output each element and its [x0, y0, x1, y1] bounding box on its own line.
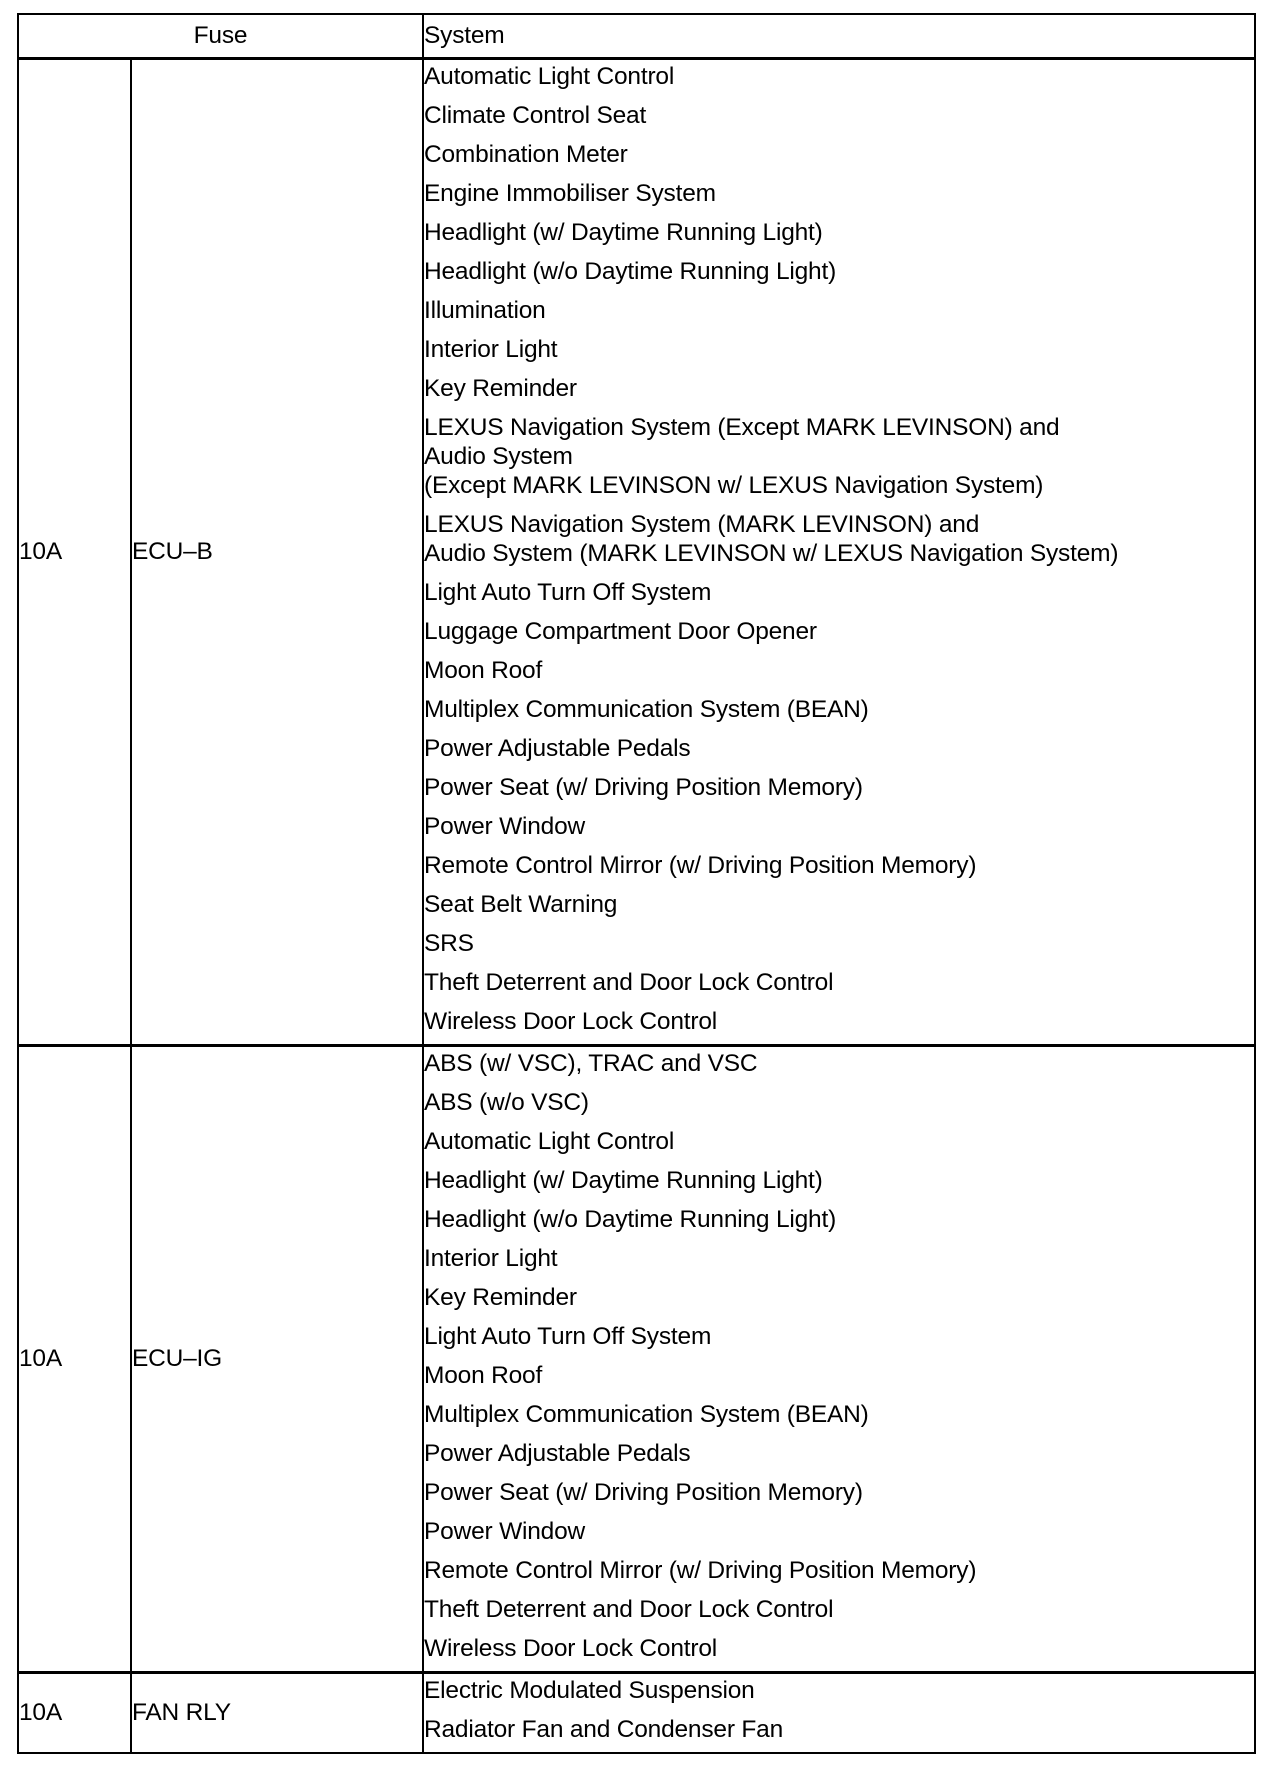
system-item: Headlight (w/ Daytime Running Light) — [424, 1167, 823, 1194]
system-item: Headlight (w/o Daytime Running Light) — [424, 258, 837, 285]
table-row — [18, 1046, 1255, 1673]
fuse-name: FAN RLY — [131, 1673, 423, 1754]
system-item: SRS — [424, 930, 474, 957]
system-item: Remote Control Mirror (w/ Driving Position Memory) — [424, 852, 977, 879]
system-item: LEXUS Navigation System (MARK LEVINSON) and Audio System (MARK LEVINSON w/ LEXUS Navigation System) — [424, 511, 1119, 567]
system-item: Climate Control Seat — [424, 102, 647, 129]
fuse-name: ECU–IG — [131, 1046, 423, 1673]
system-item: Theft Deterrent and Door Lock Control — [424, 969, 834, 996]
system-item: Combination Meter — [424, 141, 628, 168]
system-item: Key Reminder — [424, 375, 577, 402]
fuse-name: ECU–B — [131, 59, 423, 1046]
system-item: Power Adjustable Pedals — [424, 735, 691, 762]
system-item: ABS (w/ VSC), TRAC and VSC — [424, 1050, 758, 1077]
system-item: Luggage Compartment Door Opener — [424, 618, 817, 645]
system-item: Headlight (w/o Daytime Running Light) — [424, 1206, 837, 1233]
system-item: Theft Deterrent and Door Lock Control — [424, 1596, 834, 1623]
table-header-row — [18, 14, 1255, 59]
system-item: Light Auto Turn Off System — [424, 1323, 712, 1350]
system-item: Light Auto Turn Off System — [424, 579, 712, 606]
system-item: Multiplex Communication System (BEAN) — [424, 1401, 869, 1428]
system-item: Moon Roof — [424, 1362, 543, 1389]
system-item: Engine Immobiliser System — [424, 180, 716, 207]
system-item: Interior Light — [424, 1245, 558, 1272]
system-item: Illumination — [424, 297, 546, 324]
system-column-header: System — [423, 14, 1255, 59]
table-row — [18, 1673, 1255, 1754]
system-item: Key Reminder — [424, 1284, 577, 1311]
fuse-system-table — [17, 13, 1256, 1754]
system-item: Power Seat (w/ Driving Position Memory) — [424, 1479, 863, 1506]
fuse-amperage: 10A — [18, 1046, 131, 1673]
system-item: Wireless Door Lock Control — [424, 1008, 717, 1035]
system-item: Power Seat (w/ Driving Position Memory) — [424, 774, 863, 801]
system-item: Automatic Light Control — [424, 63, 675, 90]
system-item: Power Window — [424, 813, 586, 840]
system-item: Automatic Light Control — [424, 1128, 675, 1155]
system-item: Power Window — [424, 1518, 586, 1545]
fuse-amperage: 10A — [18, 1673, 131, 1754]
system-item: Interior Light — [424, 336, 558, 363]
system-item: Moon Roof — [424, 657, 543, 684]
system-item: Radiator Fan and Condenser Fan — [424, 1716, 784, 1743]
system-item: Power Adjustable Pedals — [424, 1440, 691, 1467]
system-list — [423, 1046, 1255, 1673]
table-row — [18, 59, 1255, 1046]
system-item: Wireless Door Lock Control — [424, 1635, 717, 1662]
system-list — [423, 1673, 1255, 1754]
system-item: Remote Control Mirror (w/ Driving Position Memory) — [424, 1557, 977, 1584]
system-item: Seat Belt Warning — [424, 891, 618, 918]
fuse-column-header: Fuse — [18, 14, 423, 59]
system-item: LEXUS Navigation System (Except MARK LEVINSON) and Audio System (Except MARK LEVINSON w/ LEXUS Navigation System) — [424, 414, 1060, 499]
system-item: Multiplex Communication System (BEAN) — [424, 696, 869, 723]
table-body — [18, 59, 1255, 1754]
system-item: Headlight (w/ Daytime Running Light) — [424, 219, 823, 246]
system-item: ABS (w/o VSC) — [424, 1089, 589, 1116]
system-item: Electric Modulated Suspension — [424, 1677, 755, 1704]
fuse-amperage: 10A — [18, 59, 131, 1046]
system-list — [423, 59, 1255, 1046]
